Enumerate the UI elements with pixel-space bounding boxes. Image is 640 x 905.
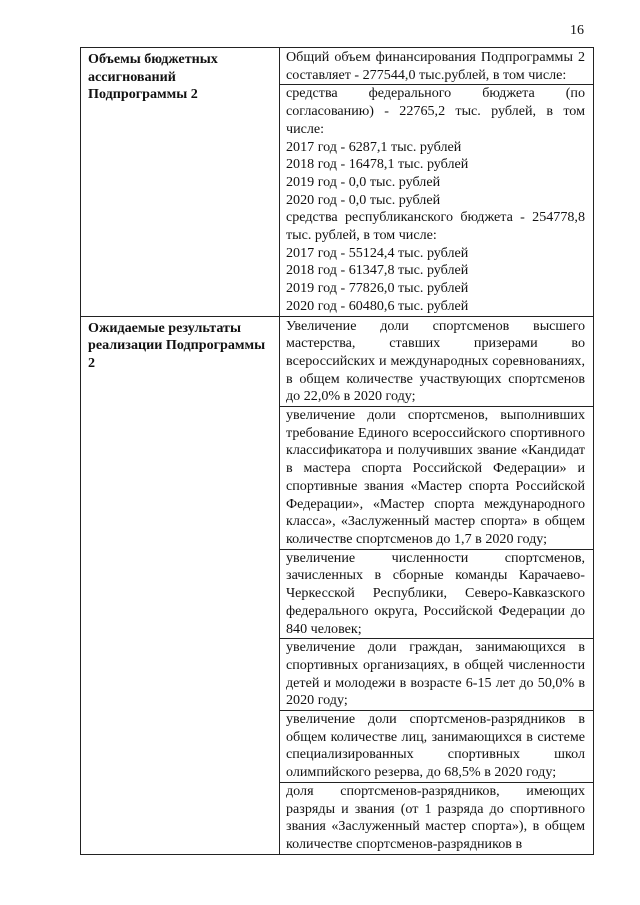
passport-table [80,47,594,855]
funding-federal-2020: 2020 год - 0,0 тыс. рублей [286,191,441,208]
funding-republican-2018: 2018 год - 61347,8 тыс. рублей [286,262,469,279]
row-label-funding: Объемы бюджетных ассигнований Подпрограммы 2 [81,48,280,317]
result-item: увеличение численности спортсменов, зачисленных в сборные команды Карачаево-Черкесской Республики, Северо-Кавказского федерального округа, Российской Федерации до 840 человек; [280,550,593,640]
row-content-funding [280,48,594,317]
result-item: Увеличение доли спортсменов высшего мастерства, ставших призерами во всероссийских и международных соревнованиях, в общем количестве участвующих спортсменов до 22,0% в 2020 году; [280,318,593,408]
result-item: увеличение доли спортсменов-разрядников в общем количестве лиц, занимающихся в системе специализированных спортивных школ олимпийского резерва, до 68,5% в 2020 году; [280,711,593,783]
result-item: увеличение доли спортсменов, выполнивших требование Единого всероссийского спортивного классификатора и получивших звание «Кандидат в мастера спорта Российской Федерации» и спортивные звания «Мастер спорта Российской Федерации», «Мастер спорта международного класса», «Заслуженный мастер спорта» в общем количестве спортсменов до 1,7 в 2020 году; [280,407,593,550]
funding-republican-2017: 2017 год - 55124,4 тыс. рублей [286,244,469,261]
result-item: доля спортсменов-разрядников, имеющих разряды и звания (от 1 разряда до спортивного звания «Заслуженный мастер спорта»), в общем количестве спортсменов-разрядников в [286,782,585,852]
funding-federal: средства федерального бюджета (по согласованию) - 22765,2 тыс. рублей, в том числе: [286,85,585,137]
funding-republican-2020: 2020 год - 60480,6 тыс. рублей [286,297,469,314]
row-content-results [280,316,594,854]
funding-republican-2019: 2019 год - 77826,0 тыс. рублей [286,280,469,297]
row-label-results: Ожидаемые результаты реализации Подпрограммы 2 [81,316,280,854]
funding-federal-2017: 2017 год - 6287,1 тыс. рублей [286,138,462,155]
page-number: 16 [570,23,584,38]
result-item: увеличение доли граждан, занимающихся в спортивных организациях, в общей численности детей и молодежи в возрасте 6-15 лет до 50,0% в 2020 году; [280,639,593,711]
funding-total: Общий объем финансирования Подпрограммы 2 составляет - 277544,0 тыс.рублей, в том числе: [280,49,593,85]
funding-federal-2018: 2018 год - 16478,1 тыс. рублей [286,156,469,173]
table-row-funding [81,48,594,317]
funding-republican: средства республиканского бюджета - 254778,8 тыс. рублей, в том числе: [286,209,585,244]
funding-federal-2019: 2019 год - 0,0 тыс. рублей [286,173,441,190]
table-row-results [81,316,594,854]
